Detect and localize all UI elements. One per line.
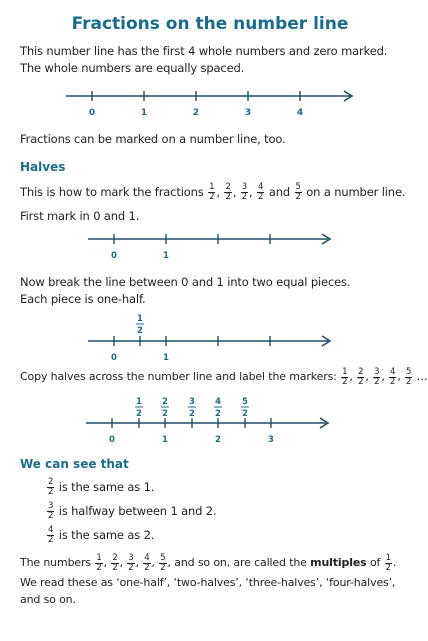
svg-text:2: 2 xyxy=(136,409,142,419)
svg-text:4: 4 xyxy=(215,397,221,407)
half-label-4 xyxy=(214,397,222,419)
see-heading: We can see that xyxy=(20,457,129,471)
half-label-1 xyxy=(135,397,143,419)
see-item-1: $\frac{2}{2}$ is the same as 1. xyxy=(48,477,155,497)
number-line-halves xyxy=(0,394,420,448)
tick-label: 3 xyxy=(244,108,252,118)
multiples-term: multiples xyxy=(310,556,367,569)
fraction-1-2: $\frac{1}{2}$ xyxy=(96,552,102,573)
break-line-2: Each piece is one-half. xyxy=(20,292,146,306)
half-label-2 xyxy=(161,397,169,419)
half-label-3 xyxy=(188,397,196,419)
tick-label: 0 xyxy=(109,435,115,445)
see-item-2: $\frac{3}{2}$ is halfway between 1 and 2. xyxy=(48,501,217,521)
tick-label: 4 xyxy=(296,108,304,118)
fraction-3-2: $\frac{3}{2}$ xyxy=(48,501,54,521)
tick-label: 1 xyxy=(163,251,169,261)
fraction-1-2: $\frac{1}{2}$ xyxy=(209,182,215,202)
fraction-3-2: $\frac{3}{2}$ xyxy=(241,182,247,202)
multiples-line-2: We read these as ‘one-half’, ‘two-halves’, ‘three-halves’, ‘four-halves’, xyxy=(20,576,396,589)
tick-label: 1 xyxy=(162,435,168,445)
number-line-half xyxy=(0,311,420,365)
fraction-numerator: 1 xyxy=(137,314,143,324)
halves-mark-sentence: This is how to mark the fractions $\frac{1}{2}$ , $\frac{2}{2}$ , $\frac{3}{2}$ , $\frac{4}{2}$ and $\frac{5}{2}$ on a number line. xyxy=(20,182,406,202)
fraction-3-2: $\frac{3}{2}$ xyxy=(374,366,380,387)
copy-halves-sentence: Copy halves across the number line and label the markers: $\frac{1}{2}$ , $\frac{2}{2}$ , $\frac{3}{2}$ , $\frac{4}{2}$ , $\frac{5}{2}$ … xyxy=(20,366,428,387)
svg-text:3: 3 xyxy=(189,397,195,407)
fraction-denominator: 2 xyxy=(137,326,143,336)
tick-label: 0 xyxy=(111,251,117,261)
svg-text:2: 2 xyxy=(242,409,248,419)
half-label-5 xyxy=(241,397,249,419)
tick-label: 0 xyxy=(111,353,117,363)
fractions-intro: Fractions can be marked on a number line, too. xyxy=(20,132,286,146)
fraction-2-2: $\frac{2}{2}$ xyxy=(225,182,231,202)
multiples-line-3: and so on. xyxy=(20,593,76,606)
tick-label: 0 xyxy=(88,108,96,118)
fraction-5-2: $\frac{5}{2}$ xyxy=(295,182,301,202)
svg-text:5: 5 xyxy=(242,397,248,407)
intro-line-1: This number line has the first 4 whole numbers and zero marked. xyxy=(20,44,388,58)
halves-heading: Halves xyxy=(20,160,66,174)
tick-label: 2 xyxy=(192,108,200,118)
fraction-4-2: $\frac{4}{2}$ xyxy=(144,552,150,573)
fraction-2-2: $\frac{2}{2}$ xyxy=(48,477,54,497)
fraction-2-2: $\frac{2}{2}$ xyxy=(112,552,118,573)
see-item-3: $\frac{4}{2}$ is the same as 2. xyxy=(48,525,155,545)
svg-text:1: 1 xyxy=(136,397,142,407)
svg-text:2: 2 xyxy=(162,397,168,407)
fraction-4-2: $\frac{4}{2}$ xyxy=(48,525,54,545)
svg-text:2: 2 xyxy=(189,409,195,419)
fraction-4-2: $\frac{4}{2}$ xyxy=(390,366,396,387)
number-line-whole xyxy=(0,82,420,122)
fraction-4-2: $\frac{4}{2}$ xyxy=(258,182,264,202)
first-mark-text: First mark in 0 and 1. xyxy=(20,209,140,223)
fraction-5-2: $\frac{5}{2}$ xyxy=(406,366,412,387)
break-line-1: Now break the line between 0 and 1 into two equal pieces. xyxy=(20,275,351,289)
number-line-first-mark xyxy=(0,226,420,264)
tick-label: 1 xyxy=(140,108,148,118)
tick-label: 2 xyxy=(215,435,221,445)
svg-text:2: 2 xyxy=(162,409,168,419)
fraction-1-2: $\frac{1}{2}$ xyxy=(342,366,348,387)
svg-text:2: 2 xyxy=(215,409,221,419)
fraction-one-half: $\frac{1}{2}$ xyxy=(385,552,391,573)
fraction-5-2: $\frac{5}{2}$ xyxy=(160,552,166,573)
multiples-sentence: The numbers $\frac{1}{2}$ , $\frac{2}{2}$ , $\frac{3}{2}$ , $\frac{4}{2}$ , $\frac{5}{2}$ , and so on, are called the multiples of $\frac{1}{2}$ . xyxy=(20,552,397,573)
tick-label: 3 xyxy=(268,435,274,445)
page-title: Fractions on the number line xyxy=(71,14,349,34)
tick-label: 1 xyxy=(163,353,169,363)
fraction-2-2: $\frac{2}{2}$ xyxy=(358,366,364,387)
fraction-3-2: $\frac{3}{2}$ xyxy=(128,552,134,573)
intro-line-2: The whole numbers are equally spaced. xyxy=(20,61,245,75)
